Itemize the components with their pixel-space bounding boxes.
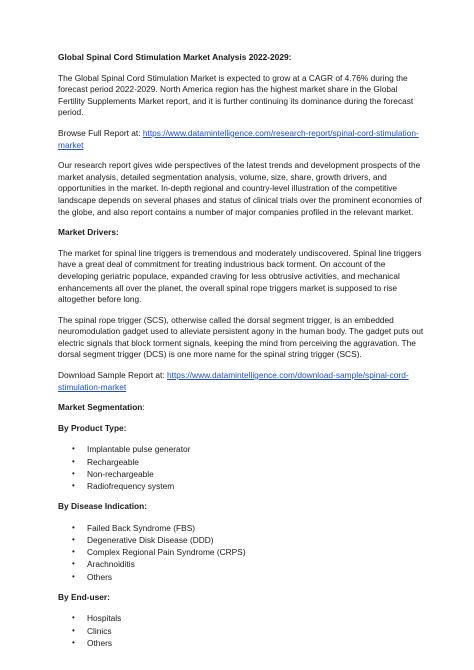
download-sample-prefix: Download Sample Report at: <box>58 370 167 381</box>
bullet-icon: • <box>72 637 75 647</box>
list-item <box>58 558 424 570</box>
list-item <box>58 468 424 480</box>
list-item-text: Arachnoiditis <box>87 559 135 570</box>
end-user-heading: By End-user: <box>58 591 110 602</box>
bullet-icon: • <box>72 456 75 466</box>
list-item <box>58 637 424 649</box>
browse-report-prefix: Browse Full Report at: <box>58 127 143 138</box>
list-item-text: Hospitals <box>87 613 122 624</box>
list-item-text: Failed Back Syndrome (FBS) <box>87 522 196 533</box>
disease-indication-list <box>58 522 424 583</box>
list-item-text: Rechargeable <box>87 456 139 467</box>
list-item <box>58 522 424 534</box>
browse-report-line <box>58 128 424 151</box>
list-item-text: Others <box>87 571 113 582</box>
intro-paragraph: The Global Spinal Cord Stimulation Market is expected to grow at a CAGR of 4.76% during the forecast period 2022-2029. North America region has the highest market share in the Global Fertility Supplements Market report, and it is further continuing its dominance during the forecast period. <box>58 72 414 118</box>
list-item-text: Others <box>87 637 113 648</box>
list-item-text: Non-rechargeable <box>87 468 154 479</box>
end-user-list <box>58 612 424 649</box>
market-drivers-heading: Market Drivers: <box>58 227 119 238</box>
list-item-text: Complex Regional Pain Syndrome (CRPS) <box>87 547 246 558</box>
list-item-text: Radiofrequency system <box>87 481 175 492</box>
list-item-text: Clinics <box>87 625 112 636</box>
bullet-icon: • <box>72 444 75 454</box>
disease-indication-heading: By Disease Indication: <box>58 501 148 512</box>
drivers-paragraph-2: The spinal rope trigger (SCS), otherwise called the dorsal segment trigger, is an embedded neuromodulation gadget used to alleviate persistent agony in the human body. The gadget puts out electric signals that block torment signals, keeping the mind from perceiving the aggravation. The dorsal segment trigger (DCS) is one more name for the spinal string trigger (SCS). <box>58 314 424 360</box>
bullet-icon: • <box>72 613 75 623</box>
drivers-paragraph-1: The market for spinal line triggers is tremendous and moderately undiscovered. Spinal line triggers have a great deal of commitment for treating industrious back torment. On account of the developing geriatric populace, expanded craving for less obtrusive activities, and mechanical enhancements all over the planet, the overall spinal rope triggers market is supposed to rise altogether before long. <box>58 247 422 305</box>
list-item <box>58 480 424 492</box>
research-paragraph: Our research report gives wide perspectives of the latest trends and development prospects of the market analysis, detailed segmentation analysis, volume, size, share, growth drivers, and opportunities in the market. In-depth regional and country-level illustration of the competitive landscape depends on several phases and status of clinical trials over the prominent economies of the globe, and also report contains a number of major companies profiled in the relevant market. <box>58 160 422 217</box>
list-item <box>58 443 424 455</box>
list-item <box>58 546 424 558</box>
bullet-icon: • <box>72 625 75 635</box>
bullet-icon: • <box>72 535 75 545</box>
document-title: Global Spinal Cord Stimulation Market Analysis 2022-2029: <box>58 52 292 62</box>
bullet-icon: • <box>72 468 75 478</box>
list-item <box>58 456 424 468</box>
list-item-text: Degenerative Disk Disease (DDD) <box>87 535 214 546</box>
product-type-heading: By Product Type: <box>58 422 127 433</box>
download-sample-link[interactable]: https://www.datamintelligence.com/download-sample/spinal-cord-stimulation-market <box>58 370 409 392</box>
list-item-text: Implantable pulse generator <box>87 444 191 455</box>
list-item <box>58 534 424 546</box>
market-segmentation-heading <box>58 402 424 414</box>
product-type-list <box>58 443 424 492</box>
market-segmentation-colon: : <box>142 402 145 413</box>
bullet-icon: • <box>72 547 75 557</box>
bullet-icon: • <box>72 522 75 532</box>
download-sample-line <box>58 370 424 393</box>
list-item <box>58 612 424 624</box>
list-item <box>58 625 424 637</box>
browse-report-link[interactable]: https://www.datamintelligence.com/research-report/spinal-cord-stimulation-market <box>58 127 419 150</box>
bullet-icon: • <box>72 559 75 569</box>
bullet-icon: • <box>72 481 75 491</box>
bullet-icon: • <box>72 571 75 581</box>
market-segmentation-label: Market Segmentation <box>58 402 143 413</box>
list-item <box>58 571 424 583</box>
